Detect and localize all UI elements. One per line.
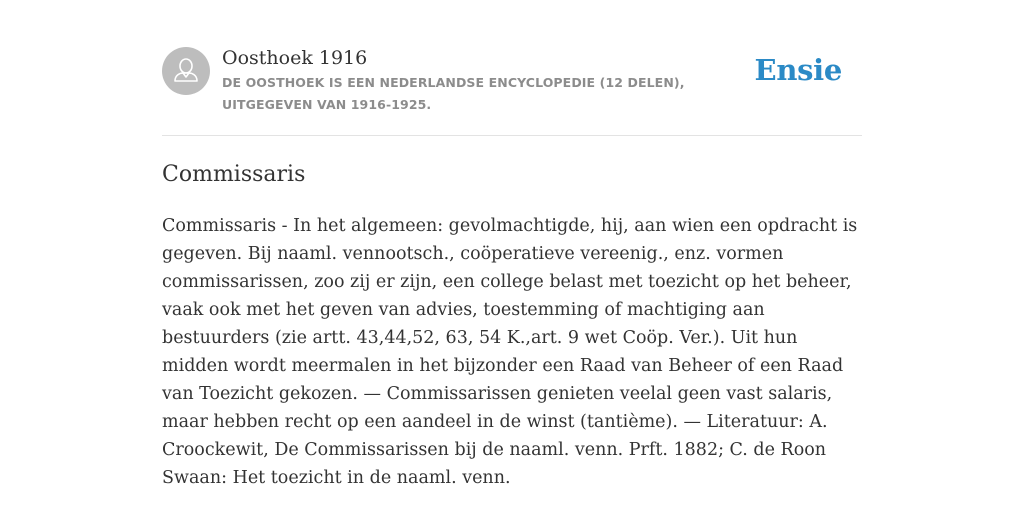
source-title[interactable]: Oosthoek 1916 [222,47,368,69]
source-description: DE OOSTHOEK IS EEN NEDERLANDSE ENCYCLOPEDIE (12 DELEN), UITGEGEVEN VAN 1916-1925. [222,75,685,112]
brand-logo[interactable]: Ensie [754,53,842,87]
source-header [162,46,862,116]
divider [162,135,862,136]
entry-body: Commissaris - In het algemeen: gevolmachtigde, hij, aan wien een opdracht is gegeven. Bij naaml. vennootsch., coöperatieve vereenig., enz. vormen commissarissen, zoo zij er zijn, een college belast met toezicht op het beheer, vaak ook met het geven van advies, toestemming of machtiging aan bestuurders (zie artt. 43,44,52, 63, 54 K.,art. 9 wet Coöp. Ver.). Uit hun midden wordt meermalen in het bijzonder een Raad van Beheer of een Raad van Toezicht gekozen. — Commissarissen genieten veelal geen vast salaris, maar hebben recht op een aandeel in de winst (tantième). — Literatuur: A. Croockewit, De Commissarissen bij de naaml. venn. Prft. 1882; C. de Roon Swaan: Het toezicht in de naaml. venn. [162,216,858,488]
entry-title: Commissaris [162,162,306,187]
user-placeholder-icon[interactable] [162,47,210,95]
